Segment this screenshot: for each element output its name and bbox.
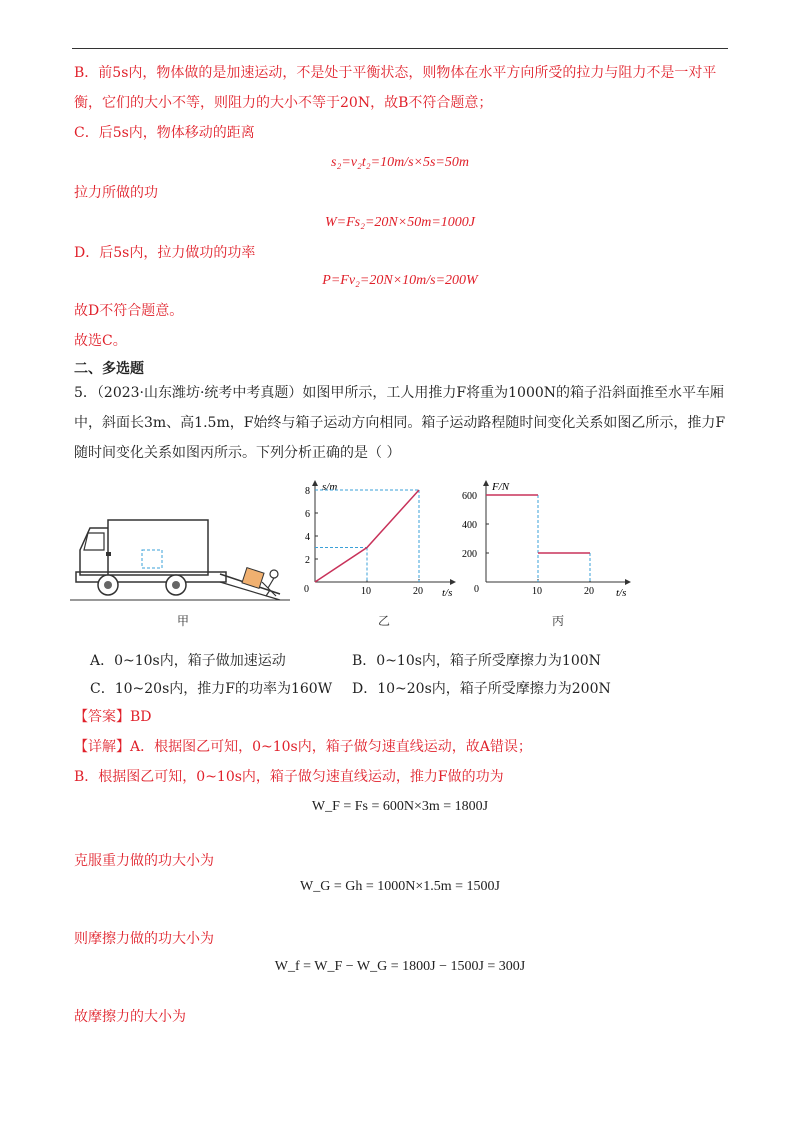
chart-bing-svg — [460, 478, 640, 608]
y-tick-label: 600 — [462, 491, 477, 502]
line-d-conclusion: 故D不符合题意。 — [74, 303, 184, 319]
y-tick-label: 200 — [462, 549, 477, 560]
question-5-line-3: 随时间变化关系如图丙所示。下列分析正确的是（ ） — [74, 445, 401, 461]
chart-bing — [460, 478, 640, 608]
figure-jia — [70, 500, 300, 610]
answer-line: 【答案】BD — [74, 709, 152, 725]
y-tick-label: 2 — [305, 555, 310, 566]
origin-label: 0 — [474, 584, 479, 595]
line-b-option-1: B．前5s内，物体做的是加速运动，不是处于平衡状态，则物体在水平方向所受的拉力与阻力不是一对平 — [74, 65, 717, 81]
caption-yi: 乙 — [378, 614, 391, 628]
caption-jia: 甲 — [177, 614, 190, 628]
detail-line-1: 【详解】A．根据图乙可知，0~10s内，箱子做匀速直线运动，故A错误； — [74, 739, 532, 755]
friction-work-text: 则摩擦力做的功大小为 — [74, 931, 214, 947]
line-d-option: D．后5s内，拉力做功的功率 — [74, 245, 256, 261]
option-d: D．10~20s内，箱子所受摩擦力为200N — [352, 681, 611, 697]
line-work-text: 拉力所做的功 — [74, 185, 158, 201]
header-rule — [72, 48, 728, 49]
origin-label: 0 — [304, 584, 309, 595]
equation-s2: s₂=v₂t₂=10m/s×5s=50m — [331, 155, 469, 170]
y-tick-label: 8 — [305, 486, 310, 497]
friction-text: 故摩擦力的大小为 — [74, 1009, 186, 1025]
chart-yi — [300, 478, 460, 608]
chart-yi-svg — [300, 478, 460, 608]
equation-wg: W_G = Gh = 1000N×1.5m = 1500J — [300, 879, 500, 894]
question-5-line-2: 中，斜面长3m、高1.5m，F始终与箱子运动方向相同。箱子运动路程随时间变化关系如图乙所示，推力F — [74, 415, 726, 431]
option-b: B．0~10s内，箱子所受摩擦力为100N — [352, 653, 601, 669]
y-tick-label: 6 — [305, 509, 310, 520]
line-c-option: C．后5s内，物体移动的距离 — [74, 125, 255, 141]
x-tick-label: 10 — [532, 586, 542, 597]
equation-p: P=Fv₂=20N×10m/s=200W — [322, 273, 478, 288]
y-tick-label: 4 — [305, 532, 310, 543]
line-b-option-2: 衡，它们的大小不等，则阻力的大小不等于20N，故B不符合题意； — [74, 95, 493, 111]
option-a: A．0~10s内，箱子做加速运动 — [90, 653, 286, 669]
y-axis-label: F/N — [492, 481, 510, 493]
equation-wf: W_F = Fs = 600N×3m = 1800J — [311, 799, 489, 814]
question-5-line-1: 5．（2023·山东潍坊·统考中考真题）如图甲所示，工人用推力F将重为1000N的箱子沿斜面推至水平车厢 — [74, 385, 725, 401]
x-tick-label: 20 — [413, 586, 423, 597]
x-tick-label: 10 — [361, 586, 371, 597]
line-choose: 故选C。 — [74, 333, 127, 349]
section-title: 二、多选题 — [74, 361, 144, 377]
truck-illustration — [70, 500, 300, 610]
detail-line-2: B．根据图乙可知，0~10s内，箱子做匀速直线运动，推力F做的功为 — [74, 769, 504, 785]
caption-bing: 丙 — [552, 614, 565, 628]
equation-w: W=Fs₂=20N×50m=1000J — [325, 215, 475, 230]
option-c: C．10~20s内，推力F的功率为160W — [90, 681, 333, 697]
gravity-work-text: 克服重力做的功大小为 — [74, 853, 214, 869]
x-tick-label: 20 — [584, 586, 594, 597]
x-axis-label: t/s — [442, 587, 453, 599]
x-axis-label: t/s — [616, 587, 627, 599]
equation-wfr: W_f = W_F − W_G = 1800J − 1500J = 300J — [274, 959, 526, 974]
y-axis-label: s/m — [322, 481, 338, 493]
y-tick-label: 400 — [462, 520, 477, 531]
